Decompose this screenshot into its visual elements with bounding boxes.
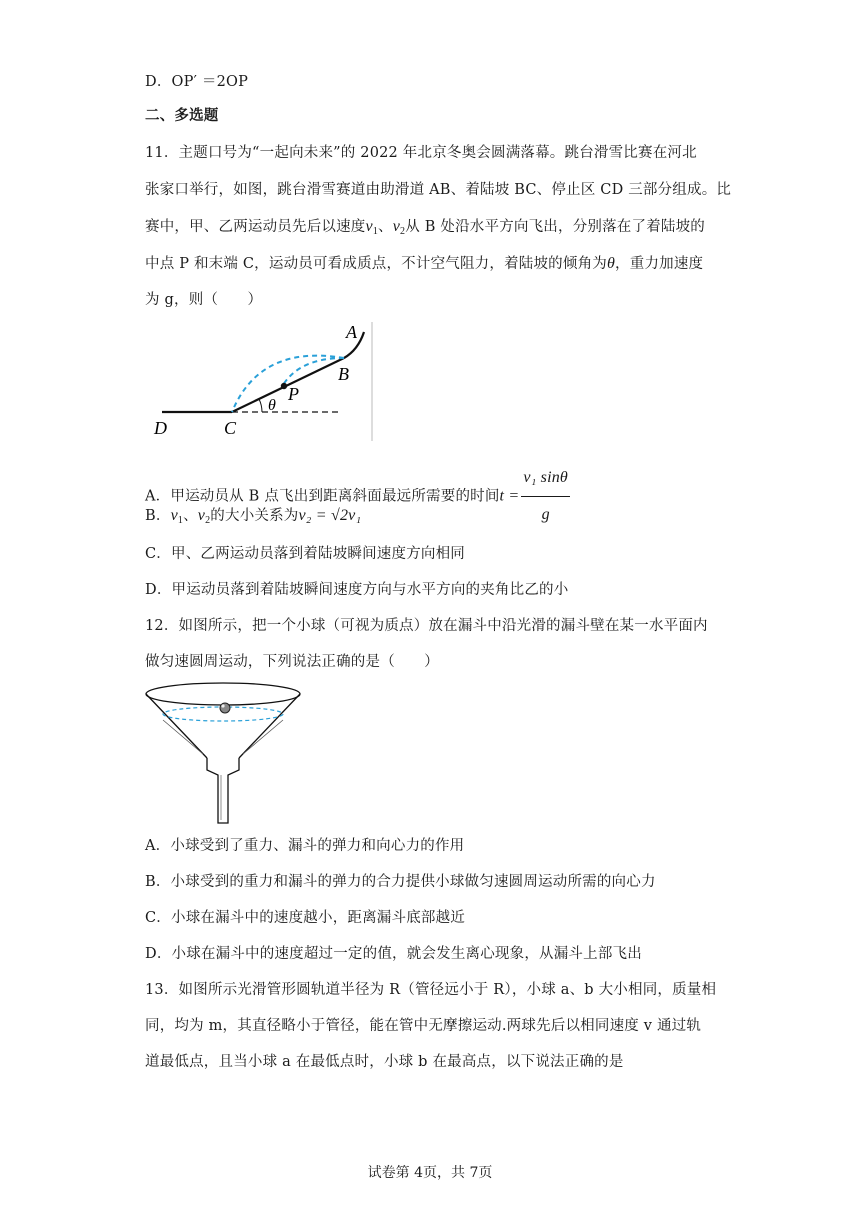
q13-line-3: 道最低点，且当小球 a 在最低点时，小球 b 在最高点，以下说法正确的是 bbox=[145, 1054, 624, 1070]
q12-option-b: B．小球受到的重力和漏斗的弹力的合力提供小球做匀速圆周运动所需的向心力 bbox=[145, 874, 656, 890]
q11-option-d: D．甲运动员落到着陆坡瞬间速度方向与水平方向的夹角比乙的小 bbox=[145, 582, 569, 598]
funnel-figure bbox=[143, 680, 303, 825]
q11-option-b: B．$v_1$、$v_2$的大小关系为v₂ = √2v₁ bbox=[145, 507, 362, 526]
q11-line-4: 中点 P 和末端 C，运动员可看成质点，不计空气阻力，着陆坡的倾角为θ，重力加速度 bbox=[145, 255, 704, 272]
q11-option-c: C．甲、乙两运动员落到着陆坡瞬间速度方向相同 bbox=[145, 546, 465, 562]
q12-line-2: 做匀速圆周运动，下列说法正确的是（ ） bbox=[145, 654, 439, 670]
q12-line-1: 12．如图所示，把一个小球（可视为质点）放在漏斗中沿光滑的漏斗壁在某一水平面内 bbox=[145, 618, 708, 634]
page-footer: 试卷第 4页，共 7页 bbox=[367, 1165, 493, 1181]
q11-line-1: 11．主题口号为“一起向未来”的 2022 年北京冬奥会圆满落幕。跳台滑雪比赛在河北 bbox=[145, 145, 697, 161]
section-title-multiple-choice: 二、多选题 bbox=[145, 108, 219, 124]
q12-option-c: C．小球在漏斗中的速度越小，距离漏斗底部越近 bbox=[145, 910, 465, 926]
label-theta: θ bbox=[268, 397, 276, 414]
q12-option-d: D．小球在漏斗中的速度超过一定的值，就会发生离心现象，从漏斗上部飞出 bbox=[145, 946, 642, 962]
q11-line-5: 为 g，则（ ） bbox=[145, 292, 263, 308]
q11-option-a: A．甲运动员从 B 点飞出到距离斜面最远所需要的时间t = $\frac{\text{v₁ sinθ}}{g}$ bbox=[145, 461, 570, 532]
label-b: B bbox=[338, 364, 349, 384]
q11-line-2: 张家口举行，如图，跳台滑雪赛道由助滑道 AB、着陆坡 BC、停止区 CD 三部分组成。比 bbox=[145, 182, 732, 198]
q10-option-d: D．OP′ ＝2OP bbox=[145, 74, 249, 90]
q13-line-2: 同，均为 m，其直径略小于管径，能在管中无摩擦运动.两球先后以相同速度 v 通过轨 bbox=[145, 1018, 702, 1034]
label-a: A bbox=[346, 322, 357, 342]
q11-line-3: 赛中，甲、乙两运动员先后以速度$v_1$、$v_2$从 B 处沿水平方向飞出，分别落在了着陆坡的 bbox=[145, 218, 706, 237]
ski-jump-figure bbox=[150, 318, 380, 443]
q12-option-a: A．小球受到了重力、漏斗的弹力和向心力的作用 bbox=[145, 838, 465, 854]
label-d: D bbox=[154, 418, 167, 438]
label-p: P bbox=[288, 384, 299, 404]
label-c: C bbox=[224, 418, 237, 438]
q13-line-1: 13．如图所示光滑管形圆轨道半径为 R（管径远小于 R），小球 a、b 大小相同，质量相 bbox=[145, 982, 717, 998]
